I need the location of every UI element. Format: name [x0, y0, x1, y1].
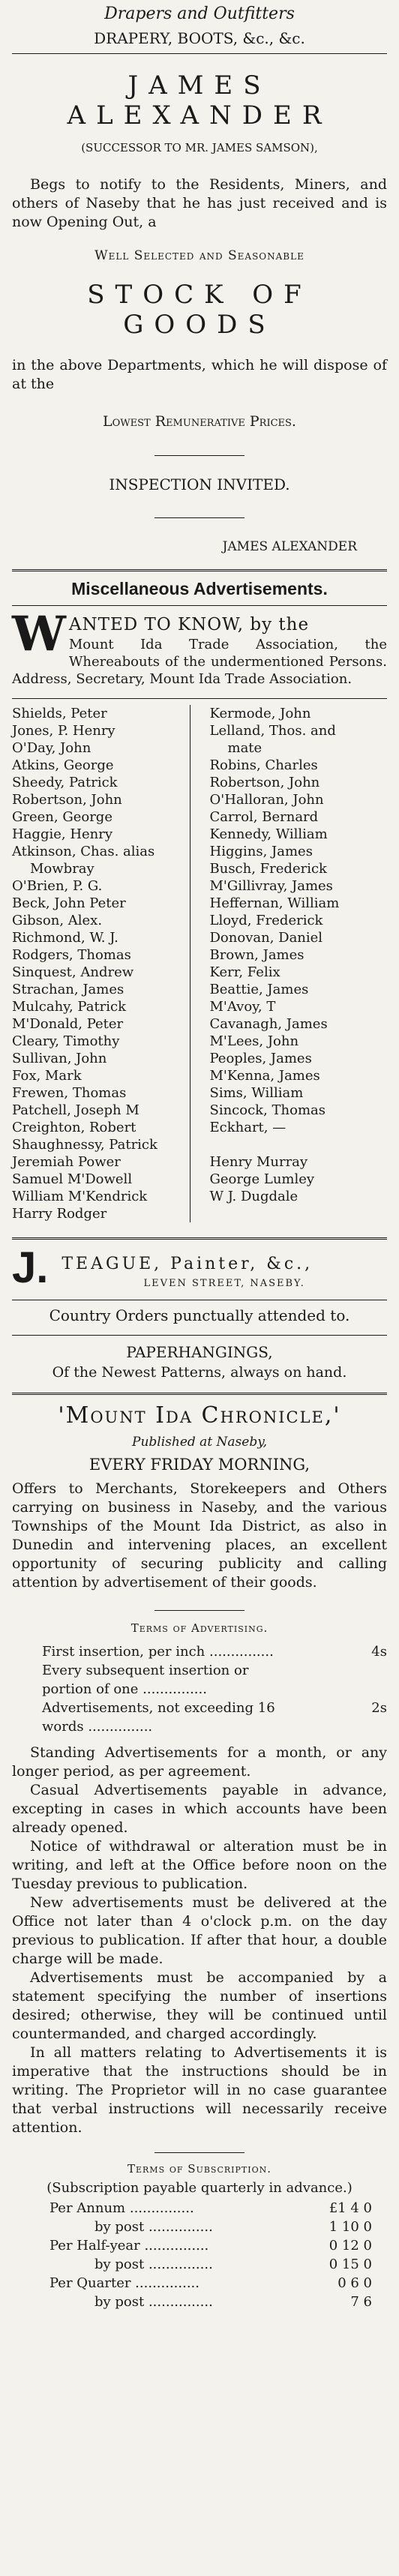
name-entry: Patchell, Joseph M — [12, 1102, 140, 1118]
rate-label: Every subsequent insertion or portion of one ............... — [42, 1663, 249, 1697]
name-entry: George Lumley — [209, 1171, 315, 1187]
name-entry: M'Gillivray, James — [209, 878, 333, 894]
name-entry: Beattie, James — [209, 982, 309, 997]
country-orders: Country Orders punctually attended to. — [49, 1306, 350, 1324]
name-entry: Mulcahy, Patrick — [12, 999, 127, 1015]
teague-advertisement — [12, 1243, 387, 1381]
wanted-heading: ANTED TO KNOW, by the — [68, 615, 310, 634]
teague-address: LEVEN STREET, NASEBY. — [143, 1278, 305, 1289]
chronicle-body: Offers to Merchants, Storekeepers and Others carrying on business in Naseby, and the various Townships of the Mount Ida District, as also in Dunedin and intervening places, an excellent opportunity of securing publicity and calling attention by advertisement of their goods. — [12, 1480, 387, 1591]
rate-value: 1 10 0 — [328, 2219, 372, 2235]
name-entry: Green, George — [12, 809, 112, 825]
wanted-notice — [12, 606, 387, 688]
rate-value: 7 6 — [350, 2294, 372, 2310]
rate-value: 0 15 0 — [328, 2257, 372, 2272]
name-entry: mate — [227, 740, 262, 756]
rate-row — [42, 1699, 387, 1736]
rate-row — [50, 2293, 372, 2311]
divider — [154, 2152, 244, 2153]
name-entry: Samuel M'Dowell — [12, 1171, 133, 1187]
stock-heading: STOCK OF GOODS — [87, 280, 312, 340]
divider — [12, 1335, 387, 1336]
name-entry: Sims, William — [209, 1085, 304, 1101]
category-heading: Drapers and Outfitters — [104, 4, 295, 23]
accompanied-note: Advertisements must be accompanied by a statement specifying the number of insertions desired; otherwise, they will be continued until countermanded, and charged accordingly. — [12, 1969, 387, 2042]
name-entry: Jeremiah Power — [12, 1154, 121, 1170]
subscription-note: (Subscription payable quarterly in advance.) — [46, 2180, 352, 2196]
name-entry: Frewen, Thomas — [12, 1085, 127, 1101]
name-entry: Robertson, John — [209, 775, 320, 790]
wanted-body: Mount Ida Trade Association, the Whereabouts of the undermentioned Persons. Address, Secretary, Mount Ida Trade Association. — [12, 637, 387, 687]
rate-label: Per Annum ............... — [50, 2200, 194, 2216]
name-entry: Lloyd, Frederick — [209, 913, 323, 928]
terms-heading: Terms of Advertising. — [130, 1621, 268, 1635]
teague-name: TEAGUE, Painter, &c., — [62, 1255, 314, 1273]
name-entry: O'Day, John — [12, 740, 92, 756]
name-entry: Creighton, Robert — [12, 1120, 136, 1135]
alexander-advertisement — [12, 0, 387, 554]
name-entry: Heffernan, William — [209, 895, 340, 911]
name-entry: O'Halloran, John — [209, 792, 324, 808]
rate-label: First insertion, per inch ............... — [42, 1644, 274, 1660]
rate-value: 4s — [371, 1644, 387, 1660]
name-entry: Donovan, Daniel — [209, 930, 323, 946]
name-entry: Harry Rodger — [12, 1206, 107, 1222]
name-entry: Sheedy, Patrick — [12, 775, 118, 790]
rate-value: 2s — [371, 1700, 387, 1716]
subscription-heading: Terms of Subscription. — [127, 2162, 272, 2176]
chronicle-title: 'Mount Ida Chronicle,' — [58, 1402, 341, 1429]
name-entry: Brown, James — [209, 947, 304, 963]
name-entry: Cleary, Timothy — [12, 1033, 120, 1049]
subscription-rates — [12, 2199, 387, 2311]
published-line: Published at Naseby, — [132, 1435, 267, 1450]
ad-body: Begs to notify to the Residents, Miners, and others of Naseby that he has just received and is now Opening Out, a — [12, 176, 387, 230]
name-entry: Higgins, James — [209, 844, 313, 859]
section-divider — [12, 1237, 387, 1240]
rate-row — [50, 2236, 372, 2255]
name-entry: Kerr, Felix — [209, 964, 280, 980]
initial-letter: J. — [12, 1243, 49, 1292]
name-entry: Shields, Peter — [12, 706, 107, 721]
selected-line: Well Selected and Seasonable — [94, 248, 304, 263]
chronicle-advertisement — [12, 1402, 387, 2311]
rate-label: by post ............... — [94, 2219, 213, 2235]
rate-value: 0 12 0 — [328, 2238, 372, 2254]
every-friday: EVERY FRIDAY MORNING, — [88, 1456, 310, 1474]
rate-row — [42, 1642, 387, 1661]
name-entry: Rodgers, Thomas — [12, 947, 131, 963]
signature: JAMES ALEXANDER — [222, 539, 357, 554]
successor-note: (SUCCESSOR TO MR. JAMES SAMSON), — [81, 141, 318, 154]
rate-row — [50, 2199, 372, 2218]
rate-label: by post ............... — [94, 2294, 213, 2310]
withdrawal-note: Notice of withdrawal or alteration must be in writing, and left at the Office before noon on the Tuesday previous to publication. — [12, 1838, 387, 1892]
name-entry: Fox, Mark — [12, 1068, 82, 1084]
name-entry: M'Lees, John — [209, 1033, 299, 1049]
name-entry: Cavanagh, James — [209, 1016, 328, 1032]
all-matters-note: In all matters relating to Advertisements it is imperative that the instructions should be in writing. The Proprietor will in no case guarantee that verbal instructions will necessarily receive attention. — [12, 2044, 387, 2136]
section-heading: Miscellaneous Advertisements. — [71, 579, 328, 598]
name-entry: Mowbray — [30, 861, 94, 877]
casual-note: Casual Advertisements payable in advance, excepting in cases in which accounts have been already opened. — [12, 1782, 387, 1836]
name-entry: William M'Kendrick — [12, 1189, 148, 1204]
section-divider — [12, 1393, 387, 1395]
name-entry: Busch, Frederick — [209, 861, 327, 877]
name-entry — [210, 1136, 388, 1153]
name-entry: Atkinson, Chas. alias — [12, 844, 155, 859]
inspection-line: INSPECTION INVITED. — [109, 475, 290, 493]
prices-line: Lowest Remunerative Prices. — [103, 413, 296, 430]
rate-row — [50, 2274, 372, 2293]
rate-label: Per Quarter ............... — [50, 2275, 200, 2291]
name-entry: Richmond, W. J. — [12, 930, 118, 946]
rate-row — [50, 2218, 372, 2236]
name-entry: Sinquest, Andrew — [12, 964, 134, 980]
paperhangings-heading: PAPERHANGINGS, — [126, 1343, 273, 1361]
miscellaneous-section — [12, 579, 387, 1222]
advertiser-name: JAMES ALEXANDER — [67, 70, 332, 130]
rate-row — [50, 2255, 372, 2274]
name-entry: Atkins, George — [12, 757, 114, 773]
name-entry: Carrol, Bernard — [209, 809, 319, 825]
name-entry: M'Avoy, T — [209, 999, 276, 1015]
advertising-rates — [12, 1642, 387, 1736]
divider — [154, 517, 244, 518]
name-entry: Robins, Charles — [209, 757, 318, 773]
name-entry: Shaughnessy, Patrick — [12, 1137, 158, 1153]
name-entry: Sincock, Thomas — [209, 1102, 326, 1118]
rate-value: £1 4 0 — [328, 2200, 372, 2216]
patterns-line: Of the Newest Patterns, always on hand. — [52, 1364, 347, 1381]
name-entry: Gibson, Alex. — [12, 913, 103, 928]
rate-label: by post ............... — [94, 2257, 213, 2272]
name-entry: Kermode, John — [209, 706, 311, 721]
name-entry: Henry Murray — [209, 1154, 308, 1170]
divider — [154, 1610, 244, 1611]
divider — [154, 455, 244, 456]
name-entry: Lelland, Thos. and — [209, 723, 336, 739]
standing-note: Standing Advertisements for a month, or any longer period, as per agreement. — [12, 1744, 387, 1780]
rate-label: Per Half-year ............... — [50, 2238, 209, 2254]
name-entry: Peoples, James — [209, 1051, 312, 1066]
divider — [12, 698, 387, 699]
departments-text: in the above Departments, which he will dispose of at the — [12, 357, 387, 392]
name-entry: Strachan, James — [12, 982, 124, 997]
wanted-names — [12, 705, 387, 1222]
category-subtitle: DRAPERY, BOOTS, &c., &c. — [94, 29, 305, 47]
divider — [12, 605, 387, 606]
name-entry: M'Donald, Peter — [12, 1016, 124, 1032]
rate-value: 0 6 0 — [338, 2275, 372, 2291]
right-name-column — [190, 705, 388, 1222]
rate-value — [297, 1661, 387, 1699]
name-entry: Beck, John Peter — [12, 895, 126, 911]
name-entry: W J. Dugdale — [209, 1189, 298, 1204]
drop-cap: W — [12, 606, 66, 662]
name-entry: M'Kenna, James — [209, 1068, 320, 1084]
rate-label: Advertisements, not exceeding 16 words ............... — [42, 1700, 275, 1735]
name-entry: Eckhart, — — [209, 1120, 286, 1135]
divider — [12, 53, 387, 54]
left-name-column — [12, 705, 190, 1222]
name-entry: Sullivan, John — [12, 1051, 107, 1066]
name-entry: Haggie, Henry — [12, 826, 113, 842]
new-ads-note: New advertisements must be delivered at the Office not later than 4 o'clock p.m. on the day previous to publication. If after that hour, a double charge will be made. — [12, 1894, 387, 1967]
name-entry: Robertson, John — [12, 792, 122, 808]
name-entry: Jones, P. Henry — [12, 723, 116, 739]
name-entry: Kennedy, William — [209, 826, 328, 842]
section-divider — [12, 569, 387, 571]
name-entry: O'Brien, P. G. — [12, 878, 103, 894]
rate-row — [42, 1661, 387, 1699]
